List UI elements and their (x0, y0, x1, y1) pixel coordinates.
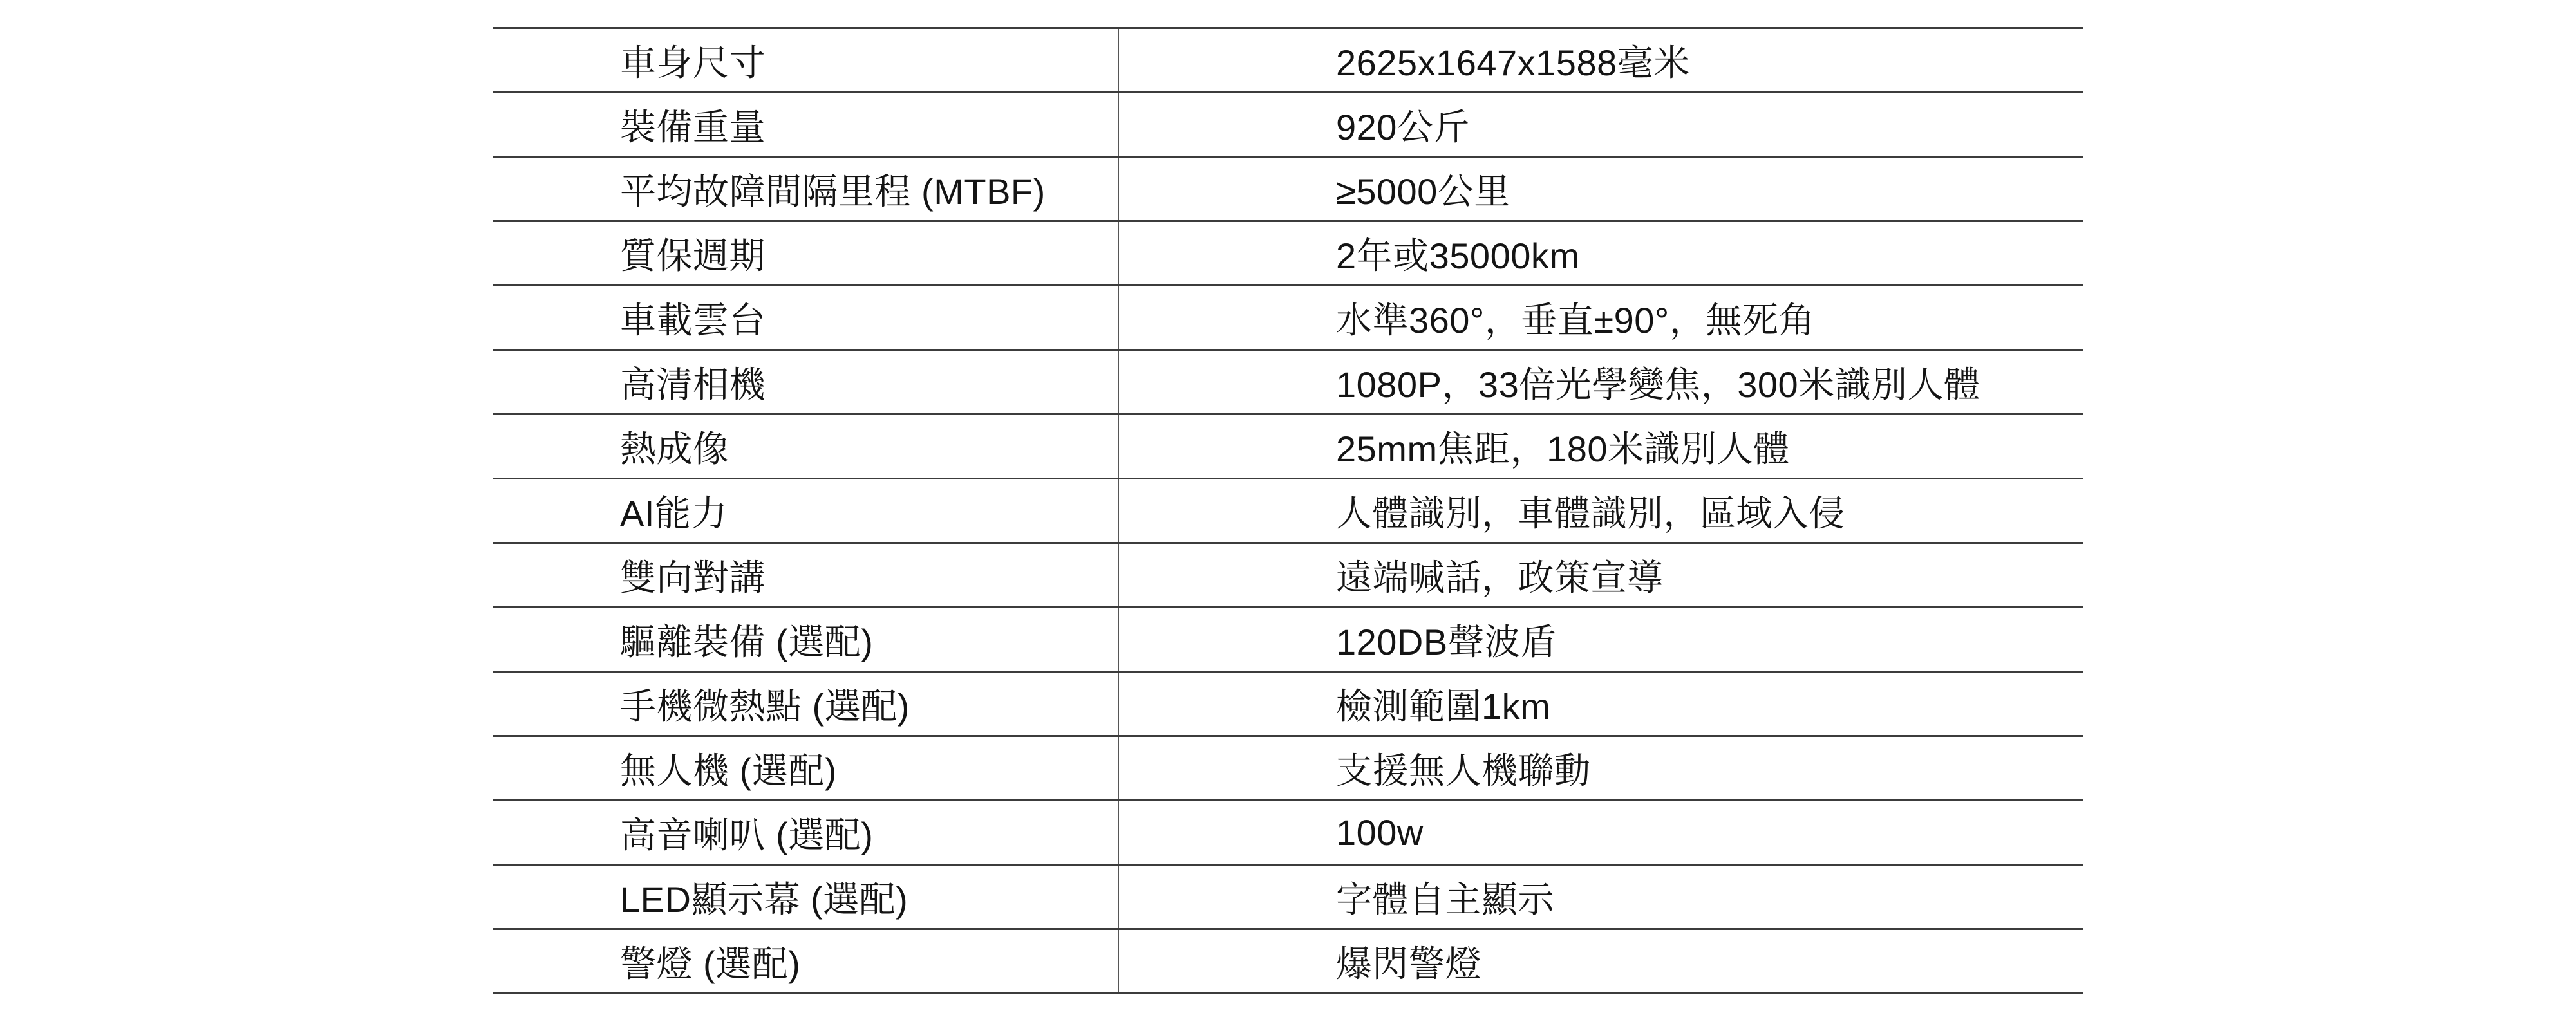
table-row (493, 866, 2083, 930)
spec-value-repelling-device: 120DB聲波盾 (1336, 621, 1557, 662)
spec-table (493, 27, 2083, 994)
spec-label-warranty: 質保週期 (493, 222, 1119, 284)
spec-value-led-display: 字體自主顯示 (1336, 879, 1554, 920)
spec-label-ai-capability: AI能力 (493, 479, 1119, 542)
spec-label-warning-light: 警燈 (選配) (493, 930, 1119, 992)
spec-value-equipment-weight: 920公斤 (1336, 106, 1470, 147)
table-row (493, 351, 2083, 415)
spec-label-two-way-intercom: 雙向對講 (493, 544, 1119, 606)
spec-value-body-size: 2625x1647x1588毫米 (1336, 42, 1690, 83)
table-row (493, 93, 2083, 158)
table-row (493, 608, 2083, 673)
table-row (493, 801, 2083, 866)
spec-label-mtbf: 平均故障間隔里程 (MTBF) (493, 158, 1119, 220)
spec-label-hd-camera: 高清相機 (493, 351, 1119, 413)
table-row (493, 286, 2083, 351)
table-row (493, 479, 2083, 544)
table-row (493, 29, 2083, 93)
spec-value-warning-light: 爆閃警燈 (1336, 943, 1481, 984)
spec-label-thermal-imaging: 熱成像 (493, 415, 1119, 478)
spec-value-ai-capability: 人體識別，車體識別，區域入侵 (1336, 492, 1845, 534)
table-row (493, 158, 2083, 222)
spec-label-loudspeaker: 高音喇叭 (選配) (493, 801, 1119, 864)
table-row (493, 930, 2083, 994)
spec-label-phone-hotspot: 手機微熱點 (選配) (493, 673, 1119, 735)
table-row (493, 673, 2083, 737)
spec-value-warranty: 2年或35000km (1336, 235, 1580, 276)
spec-value-drone: 支援無人機聯動 (1336, 750, 1591, 791)
spec-value-loudspeaker: 100w (1336, 812, 1424, 853)
spec-label-equipment-weight: 裝備重量 (493, 93, 1119, 156)
spec-value-gimbal: 水準360°，垂直±90°，無死角 (1336, 299, 1815, 340)
table-row (493, 222, 2083, 286)
spec-value-mtbf: ≥5000公里 (1336, 171, 1510, 212)
spec-value-hd-camera: 1080P，33倍光學變焦，300米識別人體 (1336, 364, 1980, 405)
spec-label-gimbal: 車載雲台 (493, 286, 1119, 349)
spec-value-thermal-imaging: 25mm焦距，180米識別人體 (1336, 428, 1790, 469)
table-row (493, 544, 2083, 608)
spec-label-repelling-device: 驅離裝備 (選配) (493, 608, 1119, 671)
spec-label-drone: 無人機 (選配) (493, 737, 1119, 799)
spec-value-two-way-intercom: 遠端喊話，政策宣導 (1336, 557, 1664, 598)
spec-label-led-display: LED顯示幕 (選配) (493, 866, 1119, 928)
spec-value-phone-hotspot: 檢測範圍1km (1336, 685, 1551, 727)
spec-label-body-size: 車身尺寸 (493, 29, 1119, 91)
table-row (493, 737, 2083, 801)
table-row (493, 415, 2083, 479)
